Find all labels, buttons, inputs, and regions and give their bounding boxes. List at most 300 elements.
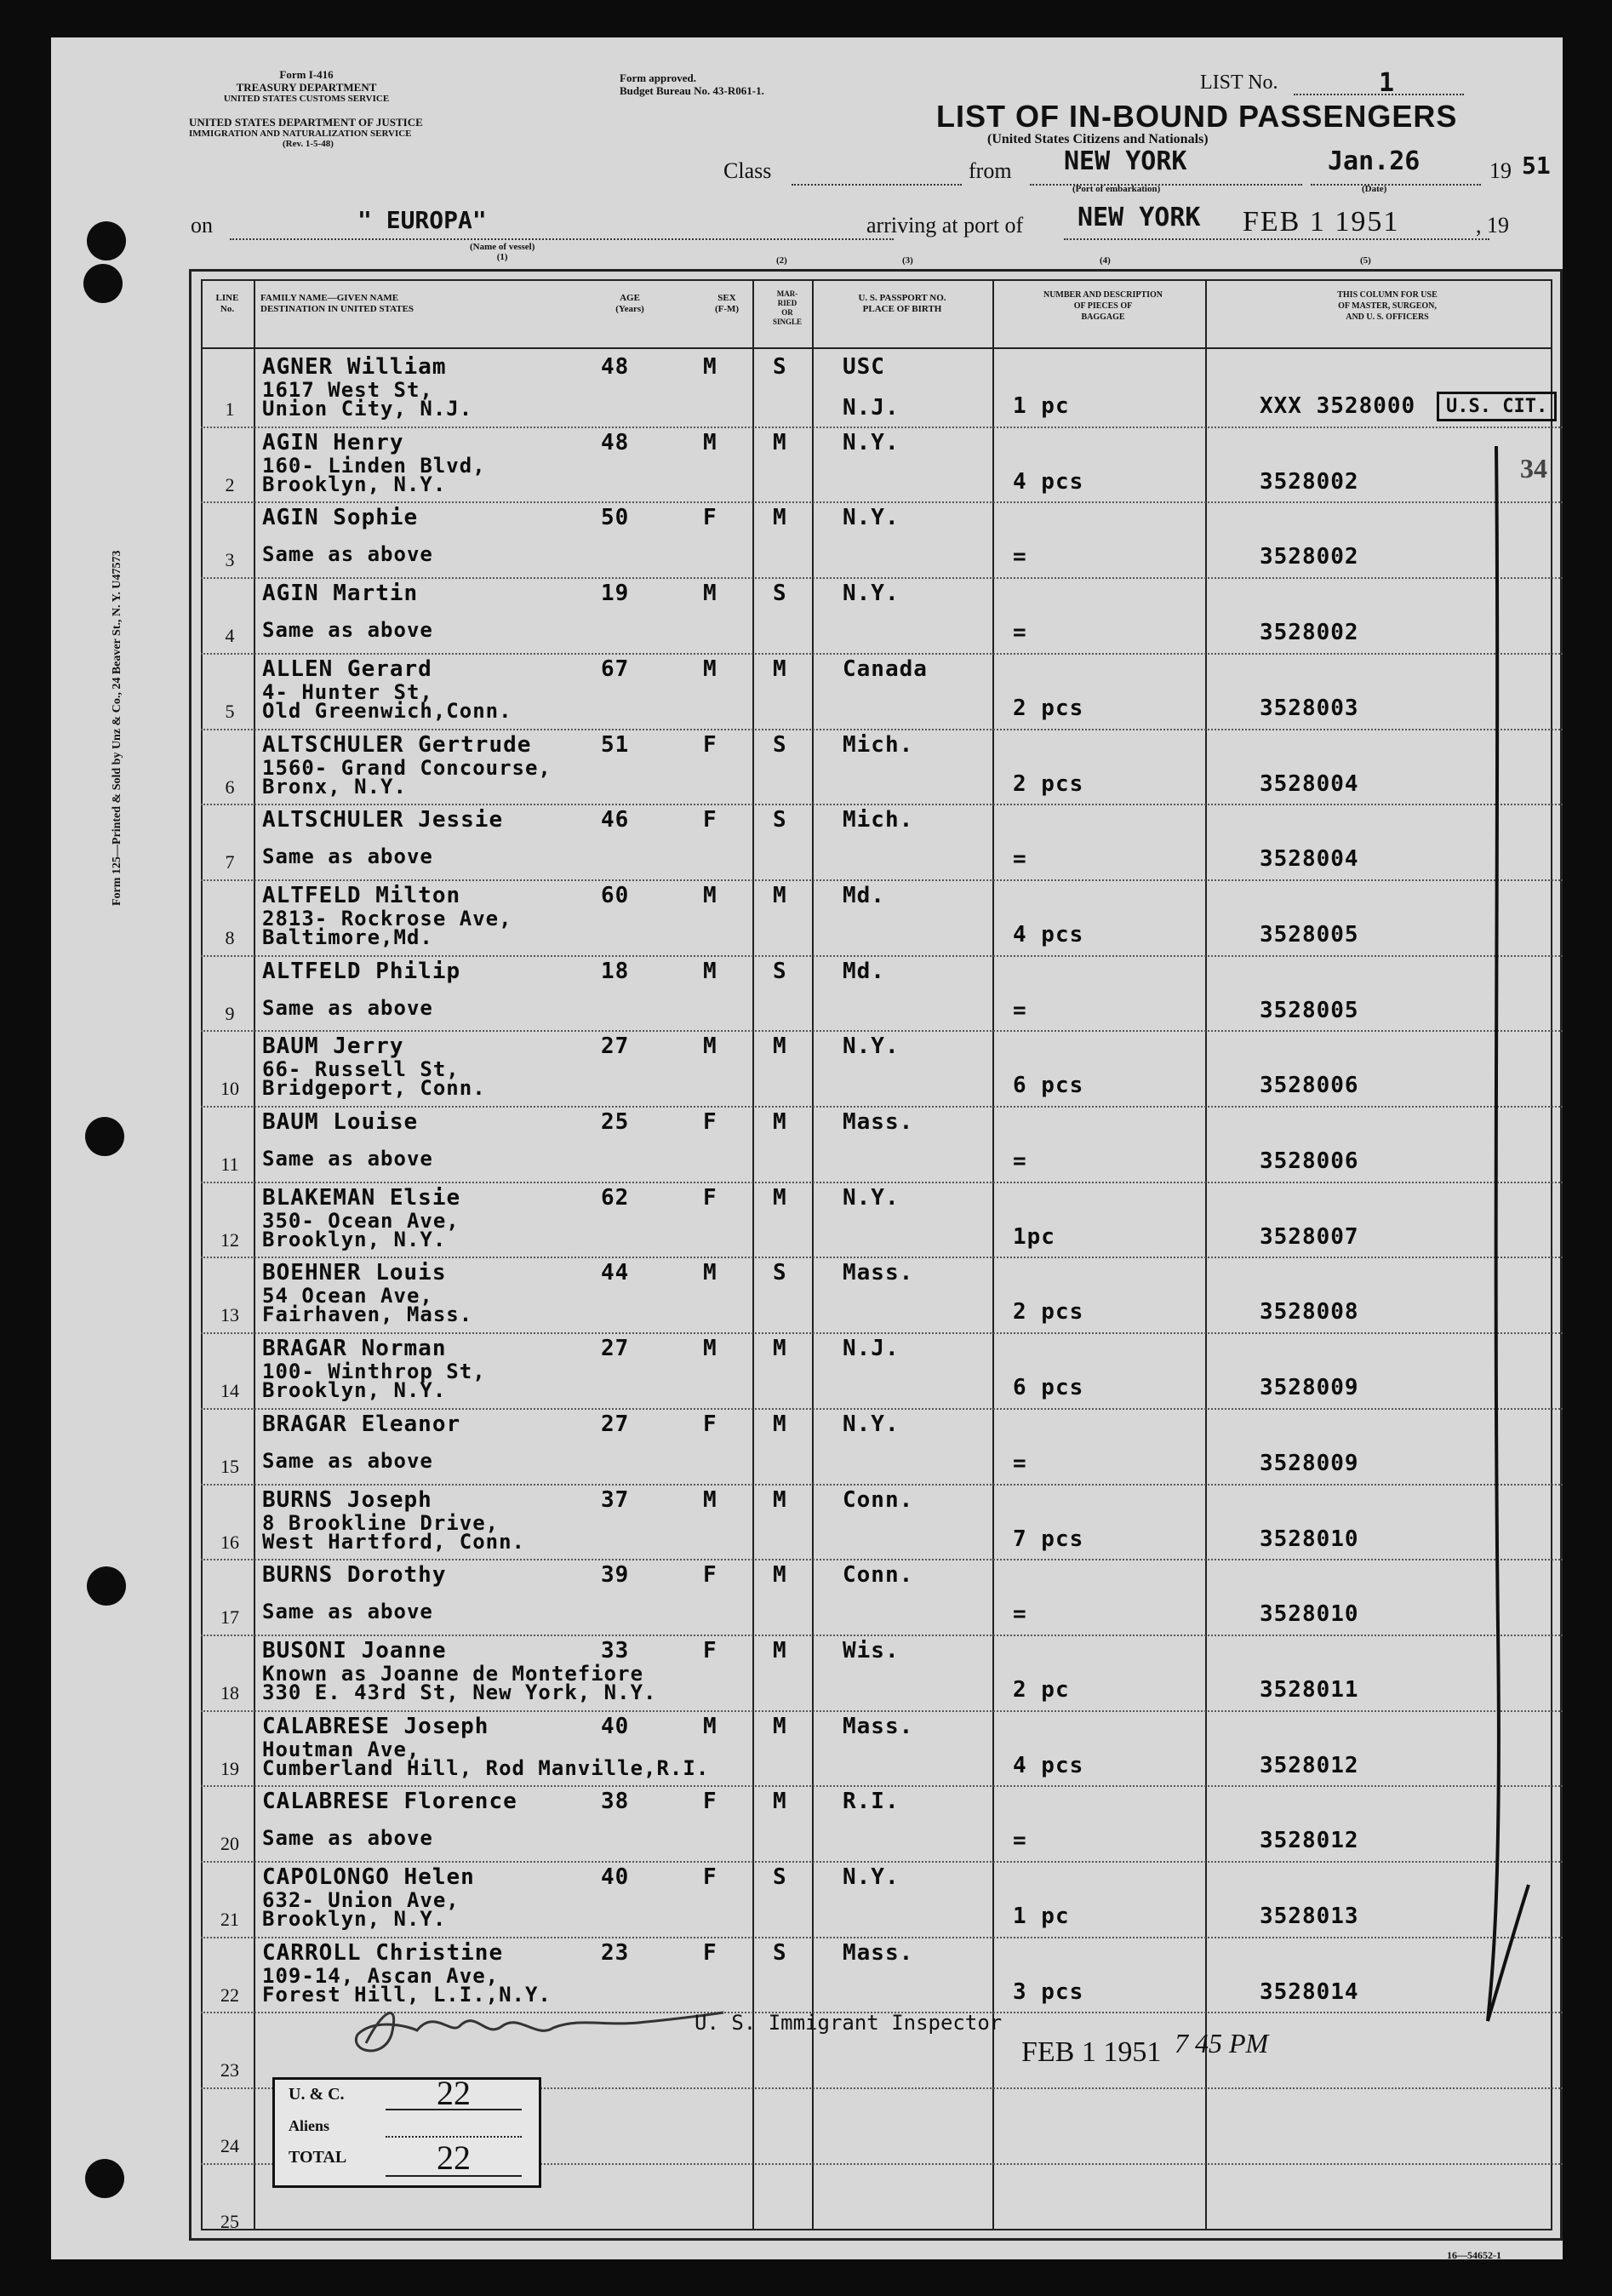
line-number: 14 [220,1380,239,1402]
destination-line: 1617 West St, [262,378,433,402]
baggage: = [1013,620,1027,646]
passenger-name: BURNS Joseph [262,1486,432,1513]
port-embark-caption: (Port of embarkation) [1072,184,1161,194]
arrival-stamp: FEB 1 1951 [1243,206,1400,238]
sex: F [703,1411,717,1437]
birth-place: N.J. [843,1336,900,1362]
justice-dept: UNITED STATES DEPARTMENT OF JUSTICE [189,116,423,129]
year-value: 51 [1522,152,1551,180]
passenger-name: ALTSCHULER Gertrude [262,731,532,758]
total-value: 22 [437,2139,471,2177]
line-number: 25 [220,2210,239,2232]
marital-status: M [773,1033,787,1060]
marital-status: M [773,1486,787,1513]
inspector-time: 7 45 PM [1175,2028,1269,2058]
destination-line: Houtman Ave, [262,1737,420,1761]
line-number: 8 [225,926,235,948]
sex: F [703,1109,717,1135]
destination-line: Same as above [262,1826,433,1851]
treasury-dept: TREASURY DEPARTMENT [236,81,377,94]
punch-hole [85,2159,124,2198]
vessel-line [230,238,894,240]
line-number: 7 [225,851,235,873]
baggage: = [1013,846,1027,873]
destination-line: Known as Joanne de Montefiore [262,1661,644,1686]
destination-line: 4- Hunter St, [262,679,433,704]
passenger-name: CALABRESE Joseph [262,1713,489,1739]
officer-number: 3528012 [1260,1752,1359,1778]
line-number: 20 [220,1833,239,1855]
officer-number: 3528006 [1260,1148,1359,1174]
age: 46 [601,807,630,833]
officer-number: 3528007 [1260,1223,1359,1250]
officer-number: 3528004 [1260,846,1359,873]
total-label: TOTAL [289,2148,347,2167]
usc-value: 22 [437,2074,471,2112]
row-divider [201,1710,1563,1712]
birth-place: Mich. [843,807,914,833]
passenger-name: ALTFELD Milton [262,882,461,908]
birth-place: Mass. [843,1713,914,1739]
birth-place: Md. [843,958,885,984]
row-divider [201,1257,1563,1258]
birth-place: N.Y. [843,505,900,531]
passenger-name: AGNER William [262,354,447,380]
passenger-name: BOEHNER Louis [262,1260,447,1286]
list-no-label: LIST No. [1200,72,1278,94]
sex: M [703,1486,717,1513]
destination-line: West Hartford, Conn. [262,1529,525,1554]
punch-hole [85,1117,124,1156]
age: 62 [601,1184,630,1211]
birth-place: Wis. [843,1637,900,1663]
punch-hole [87,221,126,261]
from-line [1030,184,1302,186]
baggage: 2 pcs [1013,770,1084,797]
inspector-label: U. S. Immigrant Inspector [695,2011,1003,2035]
destination-line: Same as above [262,1448,433,1473]
date-line [1311,184,1481,186]
officer-number: 3528003 [1260,695,1359,721]
footer-code: 16—54652-1 [1447,2249,1501,2261]
row-divider [201,804,1563,805]
marital-status: M [773,1109,787,1135]
age: 19 [601,581,630,607]
usc-label: U. & C. [289,2085,345,2104]
officer-number: 3528008 [1260,1299,1359,1325]
marital-status: M [773,882,787,908]
inspector-signature [332,1992,732,2060]
destination-line: 632- Union Ave, [262,1888,460,1912]
sex: M [703,958,717,984]
year-prefix: 19 [1489,158,1512,183]
passenger-name: BAUM Jerry [262,1033,404,1060]
passenger-name: BLAKEMAN Elsie [262,1184,461,1211]
sex: F [703,807,717,833]
birth-place: N.Y. [843,1184,900,1211]
col-num-4: (4) [1100,255,1111,266]
age: 37 [601,1486,630,1513]
birth-place: N.J. [843,395,900,421]
age: 27 [601,1411,630,1437]
marital-status: M [773,505,787,531]
destination-line: Forest Hill, L.I.,N.Y. [262,1982,552,2007]
marital-status: S [773,958,787,984]
class-line [792,184,962,186]
passenger-name: CARROLL Christine [262,1939,504,1966]
officer-number: 3528011 [1260,1676,1359,1703]
arriving-label: arriving at port of [866,213,1024,238]
marital-status: M [773,1184,787,1211]
row-divider [201,427,1563,428]
marital-status: M [773,1789,787,1815]
officer-number: 3528002 [1260,620,1359,646]
passenger-name: BRAGAR Norman [262,1336,447,1362]
age: 67 [601,656,630,682]
on-label: on [191,213,213,238]
officer-number: XXX 3528000 [1260,393,1416,419]
officer-number: 3528009 [1260,1450,1359,1476]
age: 27 [601,1336,630,1362]
destination-line: 66- Russell St, [262,1057,460,1082]
passenger-name: AGIN Martin [262,581,419,607]
row-divider [201,1106,1563,1108]
marital-status: S [773,1939,787,1966]
col-header-passport: U. S. PASSPORT NO. PLACE OF BIRTH [858,293,946,314]
sex: F [703,1864,717,1890]
age: 48 [601,354,630,380]
officer-number: 3528004 [1260,770,1359,797]
budget-bureau: Budget Bureau No. 43-R061-1. [620,84,764,97]
from-value: NEW YORK [1064,146,1187,176]
line-number: 4 [225,625,235,647]
sex: M [703,1260,717,1286]
sex: F [703,1184,717,1211]
marital-status: M [773,429,787,455]
passenger-name: AGIN Henry [262,429,404,455]
line-number: 3 [225,549,235,571]
sex: M [703,581,717,607]
baggage: = [1013,1148,1027,1174]
form-number: Form I-416 [279,68,334,81]
marital-status: S [773,581,787,607]
baggage: 4 pcs [1013,1752,1084,1778]
destination-line: Brooklyn, N.Y. [262,1378,447,1403]
col-num-2: (2) [776,255,787,266]
line-number: 22 [220,1984,239,2006]
birth-place: N.Y. [843,1864,900,1890]
revision: (Rev. 1-5-48) [283,139,334,149]
age: 40 [601,1864,630,1890]
baggage: 4 pcs [1013,921,1084,948]
baggage: = [1013,1450,1027,1476]
age: 51 [601,731,630,758]
year-prefix-2: , 19 [1476,213,1509,238]
birth-place: R.I. [843,1789,900,1815]
destination-line: Brooklyn, N.Y. [262,472,447,496]
arriving-line [1064,238,1489,240]
vessel-value: " EUROPA" [357,206,487,234]
aliens-label: Aliens [289,2117,330,2134]
sex: M [703,1336,717,1362]
baggage: 1 pc [1013,1904,1070,1929]
destination-line: Old Greenwich,Conn. [262,698,512,723]
birth-place: N.Y. [843,1411,900,1437]
destination-line: Bridgeport, Conn. [262,1076,486,1101]
line-number: 16 [220,1531,239,1553]
destination-line: Brooklyn, N.Y. [262,1227,447,1251]
destination-line: 54 Ocean Ave, [262,1284,433,1308]
baggage: = [1013,544,1027,570]
line-number: 23 [220,2059,239,2081]
baggage: 2 pcs [1013,695,1084,721]
birth-place: Mass. [843,1260,914,1286]
officer-number: 3528005 [1260,997,1359,1023]
punch-hole [83,264,123,303]
sex: M [703,1713,717,1739]
row-divider [201,1861,1563,1863]
totals-box [272,2074,541,2188]
class-label: Class [723,158,772,183]
destination-line: 8 Brookline Drive, [262,1510,500,1535]
header-left-2 [189,116,444,149]
birth-place: Conn. [843,1486,914,1513]
destination-line: Same as above [262,995,433,1020]
marital-status: M [773,1713,787,1739]
line-number: 18 [220,1681,239,1703]
birth-place: Conn. [843,1562,914,1589]
vessel-caption [470,242,534,262]
sex: F [703,1939,717,1966]
col-num-3: (3) [902,255,913,266]
row-divider [201,1937,1563,1938]
col-header-officers: THIS COLUMN FOR USE OF MASTER, SURGEON, AND U. S. OFFICERS [1337,290,1438,322]
marital-status: S [773,1260,787,1286]
marital-status: M [773,1562,787,1589]
marital-status: S [773,1864,787,1890]
destination-line: Union City, N.J. [262,397,473,421]
page-subtitle: (United States Citizens and Nationals) [987,132,1209,146]
us-citizen-stamp: U.S. CIT. [1437,392,1557,421]
line-number: 13 [220,1304,239,1326]
birth-place: N.Y. [843,581,900,607]
birth-place: N.Y. [843,429,900,455]
baggage: = [1013,997,1027,1023]
officer-number: 3528010 [1260,1601,1359,1628]
header-rule [201,347,1552,349]
passenger-name: BURNS Dorothy [262,1562,447,1589]
row-divider [201,1785,1563,1787]
row-divider [201,1030,1563,1032]
age: 48 [601,429,630,455]
birth-place: Mich. [843,731,914,758]
col-header-line: LINE No. [215,293,239,314]
officer-number: 3528002 [1260,544,1359,570]
row-divider [201,729,1563,730]
sex: F [703,1637,717,1663]
age: 38 [601,1789,630,1815]
baggage: 7 pcs [1013,1526,1084,1552]
baggage: 2 pc [1013,1676,1070,1703]
row-divider [201,1484,1563,1486]
officer-number: 3528009 [1260,1375,1359,1401]
age: 23 [601,1939,630,1966]
ins-service: IMMIGRATION AND NATURALIZATION SERVICE [189,129,412,139]
col-num-5: (5) [1360,255,1371,266]
passenger-name: CAPOLONGO Helen [262,1864,475,1890]
sex: M [703,354,717,380]
row-divider [201,1182,1563,1183]
destination-line: Same as above [262,618,433,643]
officer-number: 3528010 [1260,1526,1359,1552]
birth-place: Md. [843,882,885,908]
baggage: 1pc [1013,1223,1055,1250]
col-header-married: MAR- RIED OR SINGLE [772,289,802,326]
birth-place: Canada [843,656,928,682]
destination-line: Same as above [262,542,433,567]
row-divider [201,577,1563,579]
row-divider [201,955,1563,957]
line-number: 6 [225,776,235,798]
destination-line: Fairhaven, Mass. [262,1303,473,1327]
baggage: = [1013,1601,1027,1628]
passenger-name: AGIN Sophie [262,505,419,531]
marital-status: S [773,731,787,758]
sex: M [703,656,717,682]
officer-number: 3528002 [1260,468,1359,495]
arriving-value: NEW YORK [1078,203,1201,232]
form-approved: Form approved. [620,72,697,84]
destination-line: Baltimore,Md. [262,925,433,949]
row-divider [201,879,1563,881]
line-number: 10 [220,1078,239,1100]
marital-status: M [773,1637,787,1663]
destination-line: Same as above [262,1600,433,1624]
col-header-baggage: NUMBER AND DESCRIPTION OF PIECES OF BAGGAGE [1043,290,1163,322]
destination-line: Same as above [262,845,433,869]
birth-place: USC [843,354,885,380]
destination-line: 1560- Grand Concourse, [262,755,552,780]
sex: F [703,731,717,758]
line-number: 12 [220,1228,239,1251]
usc-rule [386,2109,522,2110]
age: 60 [601,882,630,908]
destination-line: 350- Ocean Ave, [262,1208,460,1233]
officer-number: 3528014 [1260,1978,1359,2005]
page-title: LIST OF IN-BOUND PASSENGERS [936,99,1458,134]
age: 50 [601,505,630,531]
age: 18 [601,958,630,984]
customs-service: UNITED STATES CUSTOMS SERVICE [223,94,390,104]
vessel-col-number: (1) [496,252,508,262]
marital-status: M [773,1336,787,1362]
sex: F [703,505,717,531]
birth-place: Mass. [843,1109,914,1135]
row-divider [201,1559,1563,1560]
line-number: 21 [220,1909,239,1930]
officer-number: 3528005 [1260,921,1359,948]
baggage: 6 pcs [1013,1375,1084,1401]
total-rule [386,2175,522,2177]
line-number: 15 [220,1455,239,1477]
row-divider [201,1332,1563,1334]
margin-number: 34 [1520,453,1547,484]
age: 40 [601,1713,630,1739]
header-mid [620,72,764,97]
passenger-name: ALTFELD Philip [262,958,461,984]
baggage: 6 pcs [1013,1073,1084,1099]
passenger-name: BRAGAR Eleanor [262,1411,461,1437]
line-number: 19 [220,1757,239,1779]
vessel-caption-text: (Name of vessel) [470,242,535,252]
destination-line: Brooklyn, N.Y. [262,1907,447,1931]
age: 27 [601,1033,630,1060]
baggage: 4 pcs [1013,468,1084,495]
passenger-name: BAUM Louise [262,1109,419,1135]
col-header-sex: SEX (F-M) [714,293,740,314]
line-number: 11 [220,1154,239,1175]
list-no-value: 1 [1379,68,1395,98]
age: 39 [601,1562,630,1589]
destination-line: Same as above [262,1147,433,1171]
manifest-page [51,37,1563,2259]
line-number: 5 [225,700,235,722]
sex: M [703,882,717,908]
sex: F [703,1789,717,1815]
birth-place: Mass. [843,1939,914,1966]
date-caption: (Date) [1362,184,1387,194]
sex: F [703,1562,717,1589]
sex: M [703,1033,717,1060]
col-header-age: AGE (Years) [615,293,644,314]
col-header-name: FAMILY NAME—GIVEN NAME DESTINATION IN UNITED STATES [260,293,414,314]
baggage: = [1013,1828,1027,1854]
baggage: 1 pc [1013,393,1070,419]
destination-line: 100- Winthrop St, [262,1360,486,1384]
sex: M [703,429,717,455]
check-mark-stroke [1481,438,1532,2055]
line-number: 9 [225,1002,235,1024]
destination-line: 109-14, Ascan Ave, [262,1963,500,1988]
officer-number: 3528013 [1260,1904,1359,1929]
officer-number: 3528012 [1260,1828,1359,1854]
punch-hole [87,1566,126,1606]
from-label: from [969,158,1012,183]
row-divider [201,501,1563,503]
passenger-name: CALABRESE Florence [262,1789,517,1815]
row-divider [201,1408,1563,1410]
line-number: 2 [225,473,235,495]
destination-line: 2813- Rockrose Ave, [262,906,512,930]
marital-status: S [773,354,787,380]
age: 33 [601,1637,630,1663]
marital-status: S [773,807,787,833]
passenger-name: ALLEN Gerard [262,656,432,682]
line-number: 24 [220,2135,239,2157]
age: 25 [601,1109,630,1135]
row-divider [201,653,1563,655]
destination-line: 160- Linden Blvd, [262,453,486,478]
marital-status: M [773,1411,787,1437]
destination-line: 330 E. 43rd St, New York, N.Y. [262,1680,657,1704]
line-number: 17 [220,1606,239,1629]
row-divider [201,1635,1563,1636]
destination-line: Bronx, N.Y. [262,774,407,799]
inspector-date-stamp: FEB 1 1951 [1021,2036,1162,2068]
passenger-name: BUSONI Joanne [262,1637,447,1663]
birth-place: N.Y. [843,1033,900,1060]
officer-number: 3528006 [1260,1073,1359,1099]
